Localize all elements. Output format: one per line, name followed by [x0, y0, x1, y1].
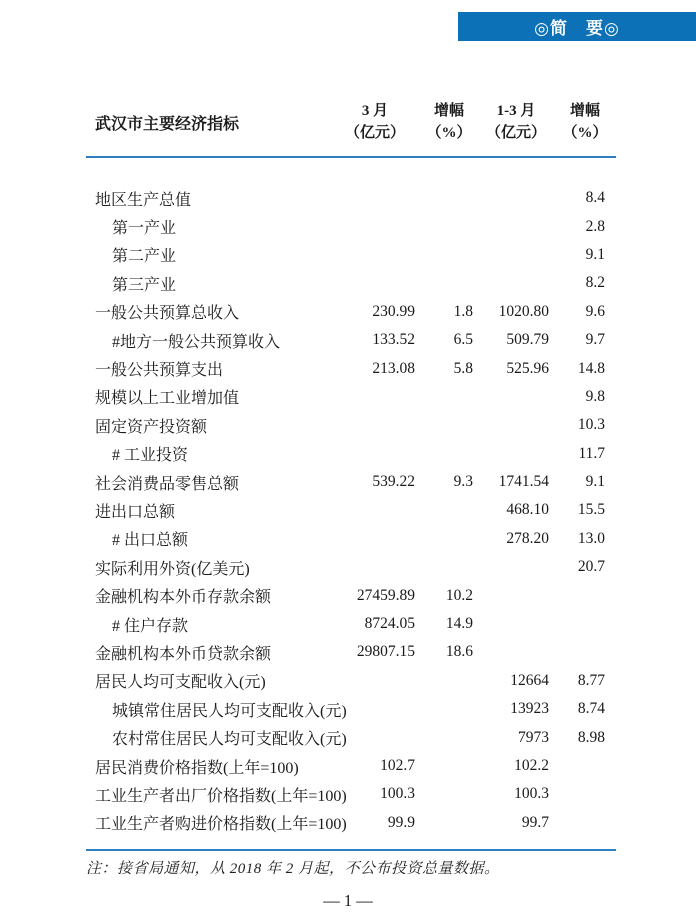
section-banner: [458, 12, 696, 41]
cell-cum-value: 1020.80: [498, 302, 549, 320]
cell-cum-value: [478, 581, 554, 609]
cell-month-value: [330, 411, 420, 439]
cell-growth2-value: 8.4: [585, 189, 605, 207]
table-row: [86, 411, 616, 439]
table-row: [86, 354, 616, 382]
cell-growth1-value: 5.8: [453, 359, 473, 377]
cell-cum-value: 525.96: [506, 359, 549, 377]
cell-cum-value: 102.2: [514, 757, 549, 774]
row-label: 居民人均可支配收入(元): [95, 674, 266, 692]
cell-cum-value: 12664: [510, 671, 549, 689]
cell-cum-value: [478, 241, 554, 269]
cell-cum-value: 99.7: [521, 813, 549, 831]
row-label: 农村常住居民人均可支配收入(元): [112, 731, 347, 749]
row-label: 规模以上工业增加值: [95, 390, 240, 408]
row-label: 金融机构本外币存款余额: [95, 589, 272, 607]
cell-growth2-value: 14.8: [577, 359, 605, 377]
table-row: [86, 298, 616, 326]
spacer-cell: [86, 157, 616, 184]
cell-growth2-value: 15.5: [577, 501, 605, 519]
cell-cum-value: 1741.54: [498, 473, 549, 491]
table-row: [86, 695, 616, 723]
section-banner-label: ◎简 要◎: [534, 19, 620, 38]
cell-growth1-value: [420, 525, 478, 553]
table-title: 武汉市主要经济指标: [86, 100, 330, 157]
footnote: 注：接省局通知，从 2018 年 2 月起，不公布投资总量数据。: [86, 861, 500, 877]
cell-growth1-value: [420, 752, 478, 780]
row-label: 实际利用外资(亿美元): [95, 560, 250, 578]
cell-growth1-value: [420, 241, 478, 269]
row-label: 工业生产者出厂价格指数(上年=100): [95, 787, 347, 805]
row-label: #地方一般公共预算收入: [112, 333, 281, 351]
cell-cum-value: 278.20: [506, 529, 549, 547]
cell-month-value: [330, 184, 420, 212]
table-row: [86, 752, 616, 780]
cell-growth2-value: 9.1: [585, 473, 605, 491]
table-spacer-row: [86, 157, 616, 184]
column-header-growth1-line1: 增幅: [433, 103, 464, 119]
cell-growth1-value: 6.5: [453, 331, 473, 349]
cell-growth1-value: 1.8: [453, 302, 473, 320]
cell-cum-value: 13923: [510, 700, 549, 718]
cell-cum-value: 100.3: [514, 785, 549, 803]
cell-growth1-value: 18.6: [445, 643, 473, 661]
table-row: [86, 496, 616, 524]
cell-growth1-value: [420, 695, 478, 723]
cell-month-value: [330, 241, 420, 269]
row-label: 一般公共预算总收入: [95, 305, 240, 323]
cell-cum-value: [478, 440, 554, 468]
table-header: [86, 100, 616, 157]
cell-month-value: [330, 553, 420, 581]
cell-month-value: [330, 525, 420, 553]
cell-growth2-value: 13.0: [577, 529, 605, 547]
column-header-growth2-line1: 增幅: [569, 103, 600, 119]
cell-growth2-value: 9.8: [585, 387, 605, 405]
cell-month-value: 102.7: [380, 757, 415, 774]
cell-cum-value: 509.79: [506, 331, 549, 349]
column-header-month: [330, 100, 420, 157]
cell-month-value: [330, 440, 420, 468]
cell-growth1-value: [420, 269, 478, 297]
cell-month-value: 99.9: [387, 813, 415, 831]
table-row: [86, 212, 616, 240]
cell-month-value: 29807.15: [356, 643, 415, 661]
row-label: 一般公共预算支出: [95, 362, 224, 380]
table-row: [86, 581, 616, 609]
cell-month-value: [330, 212, 420, 240]
cell-month-value: 230.99: [372, 302, 415, 320]
column-header-growth1-line2: （%）: [426, 125, 472, 141]
table-row: [86, 809, 616, 837]
cell-growth1-value: [420, 411, 478, 439]
row-label: # 住户存款: [112, 617, 189, 635]
table-row: [86, 269, 616, 297]
cell-growth1-value: 14.9: [445, 615, 473, 633]
table-row: [86, 638, 616, 666]
cell-growth1-value: [420, 440, 478, 468]
cell-growth2-value: [554, 780, 616, 808]
table-row: [86, 610, 616, 638]
cell-month-value: [330, 496, 420, 524]
cell-month-value: 100.3: [380, 785, 415, 803]
table-row: [86, 553, 616, 581]
column-header-month-line1: 3 月: [361, 103, 389, 119]
cell-growth2-value: 2.8: [585, 217, 605, 235]
cell-growth1-value: [420, 667, 478, 695]
cell-growth1-value: 10.2: [445, 586, 473, 604]
cell-month-value: [330, 667, 420, 695]
bottom-rule: [86, 849, 616, 851]
cell-growth1-value: [420, 780, 478, 808]
cell-growth1-value: [420, 383, 478, 411]
cell-cum-value: [478, 610, 554, 638]
cell-growth2-value: 8.74: [577, 700, 605, 718]
economic-indicators-table: [86, 100, 616, 837]
cell-month-value: 27459.89: [356, 586, 415, 604]
table-row: [86, 326, 616, 354]
cell-growth2-value: 9.6: [585, 302, 605, 320]
table-body: [86, 157, 616, 837]
cell-cum-value: [478, 383, 554, 411]
table-row: [86, 667, 616, 695]
row-label: 金融机构本外币贷款余额: [95, 645, 272, 663]
cell-growth1-value: [420, 496, 478, 524]
cell-growth2-value: 9.7: [585, 331, 605, 349]
cell-growth2-value: [554, 610, 616, 638]
row-label: 第二产业: [112, 248, 177, 266]
column-header-growth1: [420, 100, 478, 157]
cell-cum-value: [478, 212, 554, 240]
table-row: [86, 241, 616, 269]
column-header-growth2: [554, 100, 616, 157]
row-label: 进出口总额: [95, 503, 176, 521]
cell-growth1-value: [420, 212, 478, 240]
cell-cum-value: 468.10: [506, 501, 549, 519]
cell-cum-value: [478, 553, 554, 581]
cell-month-value: 8724.05: [364, 615, 415, 633]
table-row: [86, 184, 616, 212]
table-row: [86, 780, 616, 808]
cell-growth1-value: [420, 809, 478, 837]
cell-growth2-value: 10.3: [577, 416, 605, 434]
page-number: — 1 —: [323, 891, 373, 910]
table-row: [86, 723, 616, 751]
row-label: # 工业投资: [112, 447, 189, 465]
row-label: 居民消费价格指数(上年=100): [95, 759, 299, 777]
cell-growth1-value: [420, 184, 478, 212]
row-label: 城镇常住居民人均可支配收入(元): [112, 702, 347, 720]
row-label: 第三产业: [112, 276, 177, 294]
cell-month-value: 539.22: [372, 473, 415, 491]
column-header-cumulative-line1: 1-3 月: [496, 103, 536, 119]
table-row: [86, 383, 616, 411]
cell-cum-value: [478, 411, 554, 439]
cell-month-value: [330, 269, 420, 297]
cell-cum-value: [478, 184, 554, 212]
cell-growth2-value: 20.7: [577, 558, 605, 576]
row-label: 地区生产总值: [95, 191, 192, 209]
cell-growth2-value: 8.77: [577, 671, 605, 689]
row-label: 固定资产投资额: [95, 418, 208, 436]
cell-growth2-value: [554, 809, 616, 837]
column-header-cumulative: [478, 100, 554, 157]
cell-growth2-value: [554, 581, 616, 609]
column-header-growth2-line2: （%）: [562, 125, 608, 141]
cell-month-value: [330, 383, 420, 411]
cell-month-value: 213.08: [372, 359, 415, 377]
cell-growth2-value: 9.1: [585, 245, 605, 263]
cell-growth2-value: [554, 638, 616, 666]
cell-growth2-value: 8.2: [585, 274, 605, 292]
cell-cum-value: 7973: [518, 728, 549, 746]
row-label: # 出口总额: [112, 532, 189, 550]
cell-month-value: 133.52: [372, 331, 415, 349]
table-row: [86, 468, 616, 496]
column-header-month-line2: （亿元）: [344, 125, 405, 141]
cell-growth1-value: 9.3: [453, 473, 473, 491]
row-label: 工业生产者购进价格指数(上年=100): [95, 816, 347, 834]
cell-growth2-value: [554, 752, 616, 780]
cell-growth2-value: 11.7: [578, 444, 605, 462]
table-header-row: [86, 100, 616, 157]
cell-growth1-value: [420, 723, 478, 751]
column-header-cumulative-line2: （亿元）: [485, 125, 546, 141]
table-row: [86, 440, 616, 468]
cell-growth2-value: 8.98: [577, 728, 605, 746]
economic-indicators-table-area: [86, 100, 616, 837]
row-label: 社会消费品零售总额: [95, 475, 240, 493]
cell-cum-value: [478, 638, 554, 666]
cell-cum-value: [478, 269, 554, 297]
cell-growth1-value: [420, 553, 478, 581]
row-label: 第一产业: [112, 220, 177, 238]
table-row: [86, 525, 616, 553]
